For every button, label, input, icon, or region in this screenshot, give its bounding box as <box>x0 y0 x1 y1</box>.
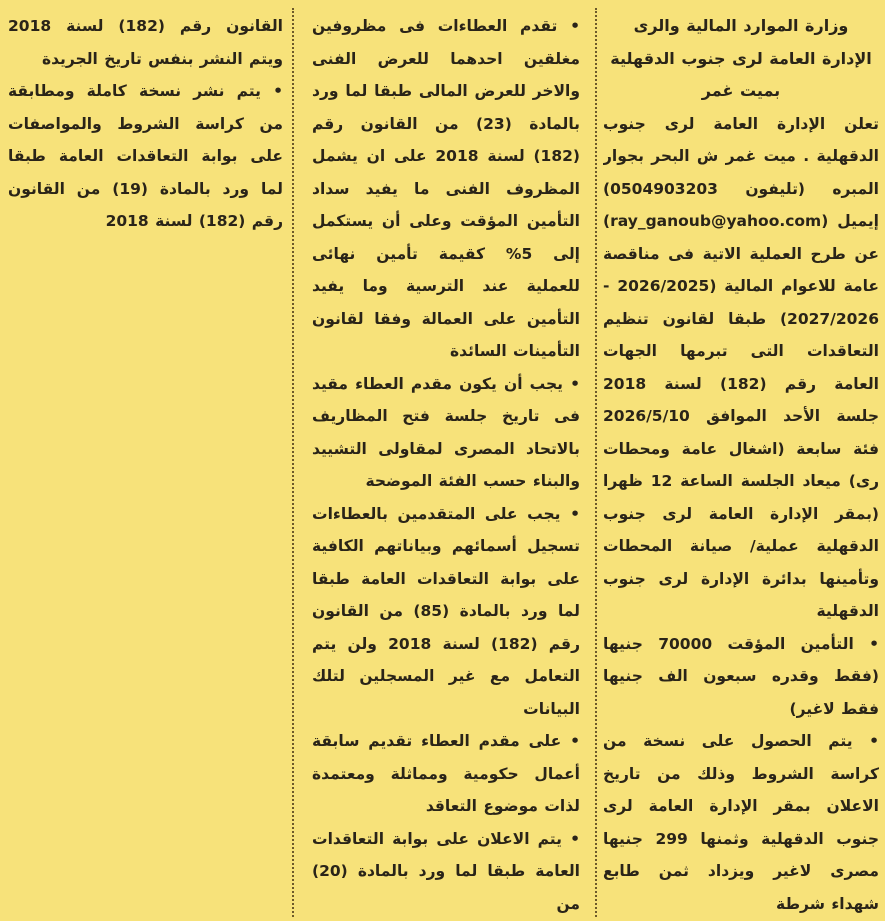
temporary-insurance-item: • التأمين المؤقت 70000 جنيها (فقط وقدره سبعون الف جنيها فقط لاغير) <box>603 628 879 726</box>
department-heading: الإدارة العامة لرى جنوب الدقهلية <box>610 48 872 68</box>
bids-submission-item: • تقدم العطاءات فى مظروفين مغلقين احدهما للعرض الفنى والاخر للعرض المالى طبقا لما ورد بالمادة (23) من القانون رقم (182) لسنة 2018 على ان يشمل المظروف الفنى ما يفيد سداد التأمين المؤقت وعلى أن يستكمل إلى 5% كقيمة تأمين نهائى للعملية عند الترسية وما يفيد التأمين على العمالة وفقا لقانون التأمينات السائدة <box>312 10 580 368</box>
column-divider <box>292 8 294 917</box>
middle-column <box>312 10 580 915</box>
law-continuation-paragraph: القانون رقم (182) لسنة 2018 ويتم النشر بنفس تاريخ الجريدة <box>8 17 283 68</box>
conditions-booklet-item: • يتم الحصول على نسخة من كراسة الشروط وذلك من تاريخ الاعلان بمقر الإدارة العامة لرى جنوب الدقهلية وثمنها 299 جنيها مصرى لاغير ويزداد ثمن طابع شهداء شرطة <box>603 725 879 915</box>
location-heading: بميت غمر <box>701 81 781 100</box>
booklet-publication-item: • يتم نشر نسخة كاملة ومطابقة من كراسة الشروط والمواصفات على بوابة التعاقدات العامة طبقا لما ورد بالمادة (19) من القانون رقم (182) لسنة 2018 <box>8 75 283 238</box>
portal-registration-item: • يجب على المتقدمين بالعطاءات تسجيل أسمائهم وبياناتهم الكافية على بوابة التعاقدات العامة طبقا لما ورد بالمادة (85) من القانون رقم (182) لسنة 2018 ولن يتم التعامل مع غير المسجلين لتلك البيانات <box>312 498 580 726</box>
portal-announcement-item: • يتم الاعلان على بوابة التعاقدات العامة طبقا لما ورد بالمادة (20) من <box>312 823 580 916</box>
ministry-heading: وزارة الموارد المالية والرى <box>633 16 849 35</box>
left-column <box>8 10 283 915</box>
announcement-paragraph: تعلن الإدارة العامة لرى جنوب الدقهلية . ميت غمر ش البحر بجوار المبره (تليفون 0504903203) إيميل (ray_ganoub@yahoo.com) عن طرح العملية الاتية فى مناقصة عامة للاعوام المالية (2026/2025 - 2027/2026) طبقا لقانون تنظيم التعاقدات التى تبرمها الجهات العامة رقم (182) لسنة 2018 جلسة الأحد الموافق 2026/5/10 فئة سابعة (اشغال عامة ومحطات رى) ميعاد الجلسة الساعة 12 ظهرا (بمقر الإدارة العامة لرى جنوب الدقهلية عملية/ صيانة المحطات وتأمينها بدائرة الإدارة لرى جنوب الدقهلية <box>603 114 879 620</box>
column-divider <box>595 8 597 917</box>
previous-work-item: • على مقدم العطاء تقديم سابقة أعمال حكومية ومماثلة ومعتمدة لذات موضوع التعاقد <box>312 725 580 823</box>
contractor-registration-item: • يجب أن يكون مقدم العطاء مقيد فى تاريخ جلسة فتح المظاريف بالاتحاد المصرى لمقاولى التشييد والبناء حسب الفئة الموضحة <box>312 368 580 498</box>
right-column <box>603 10 879 915</box>
